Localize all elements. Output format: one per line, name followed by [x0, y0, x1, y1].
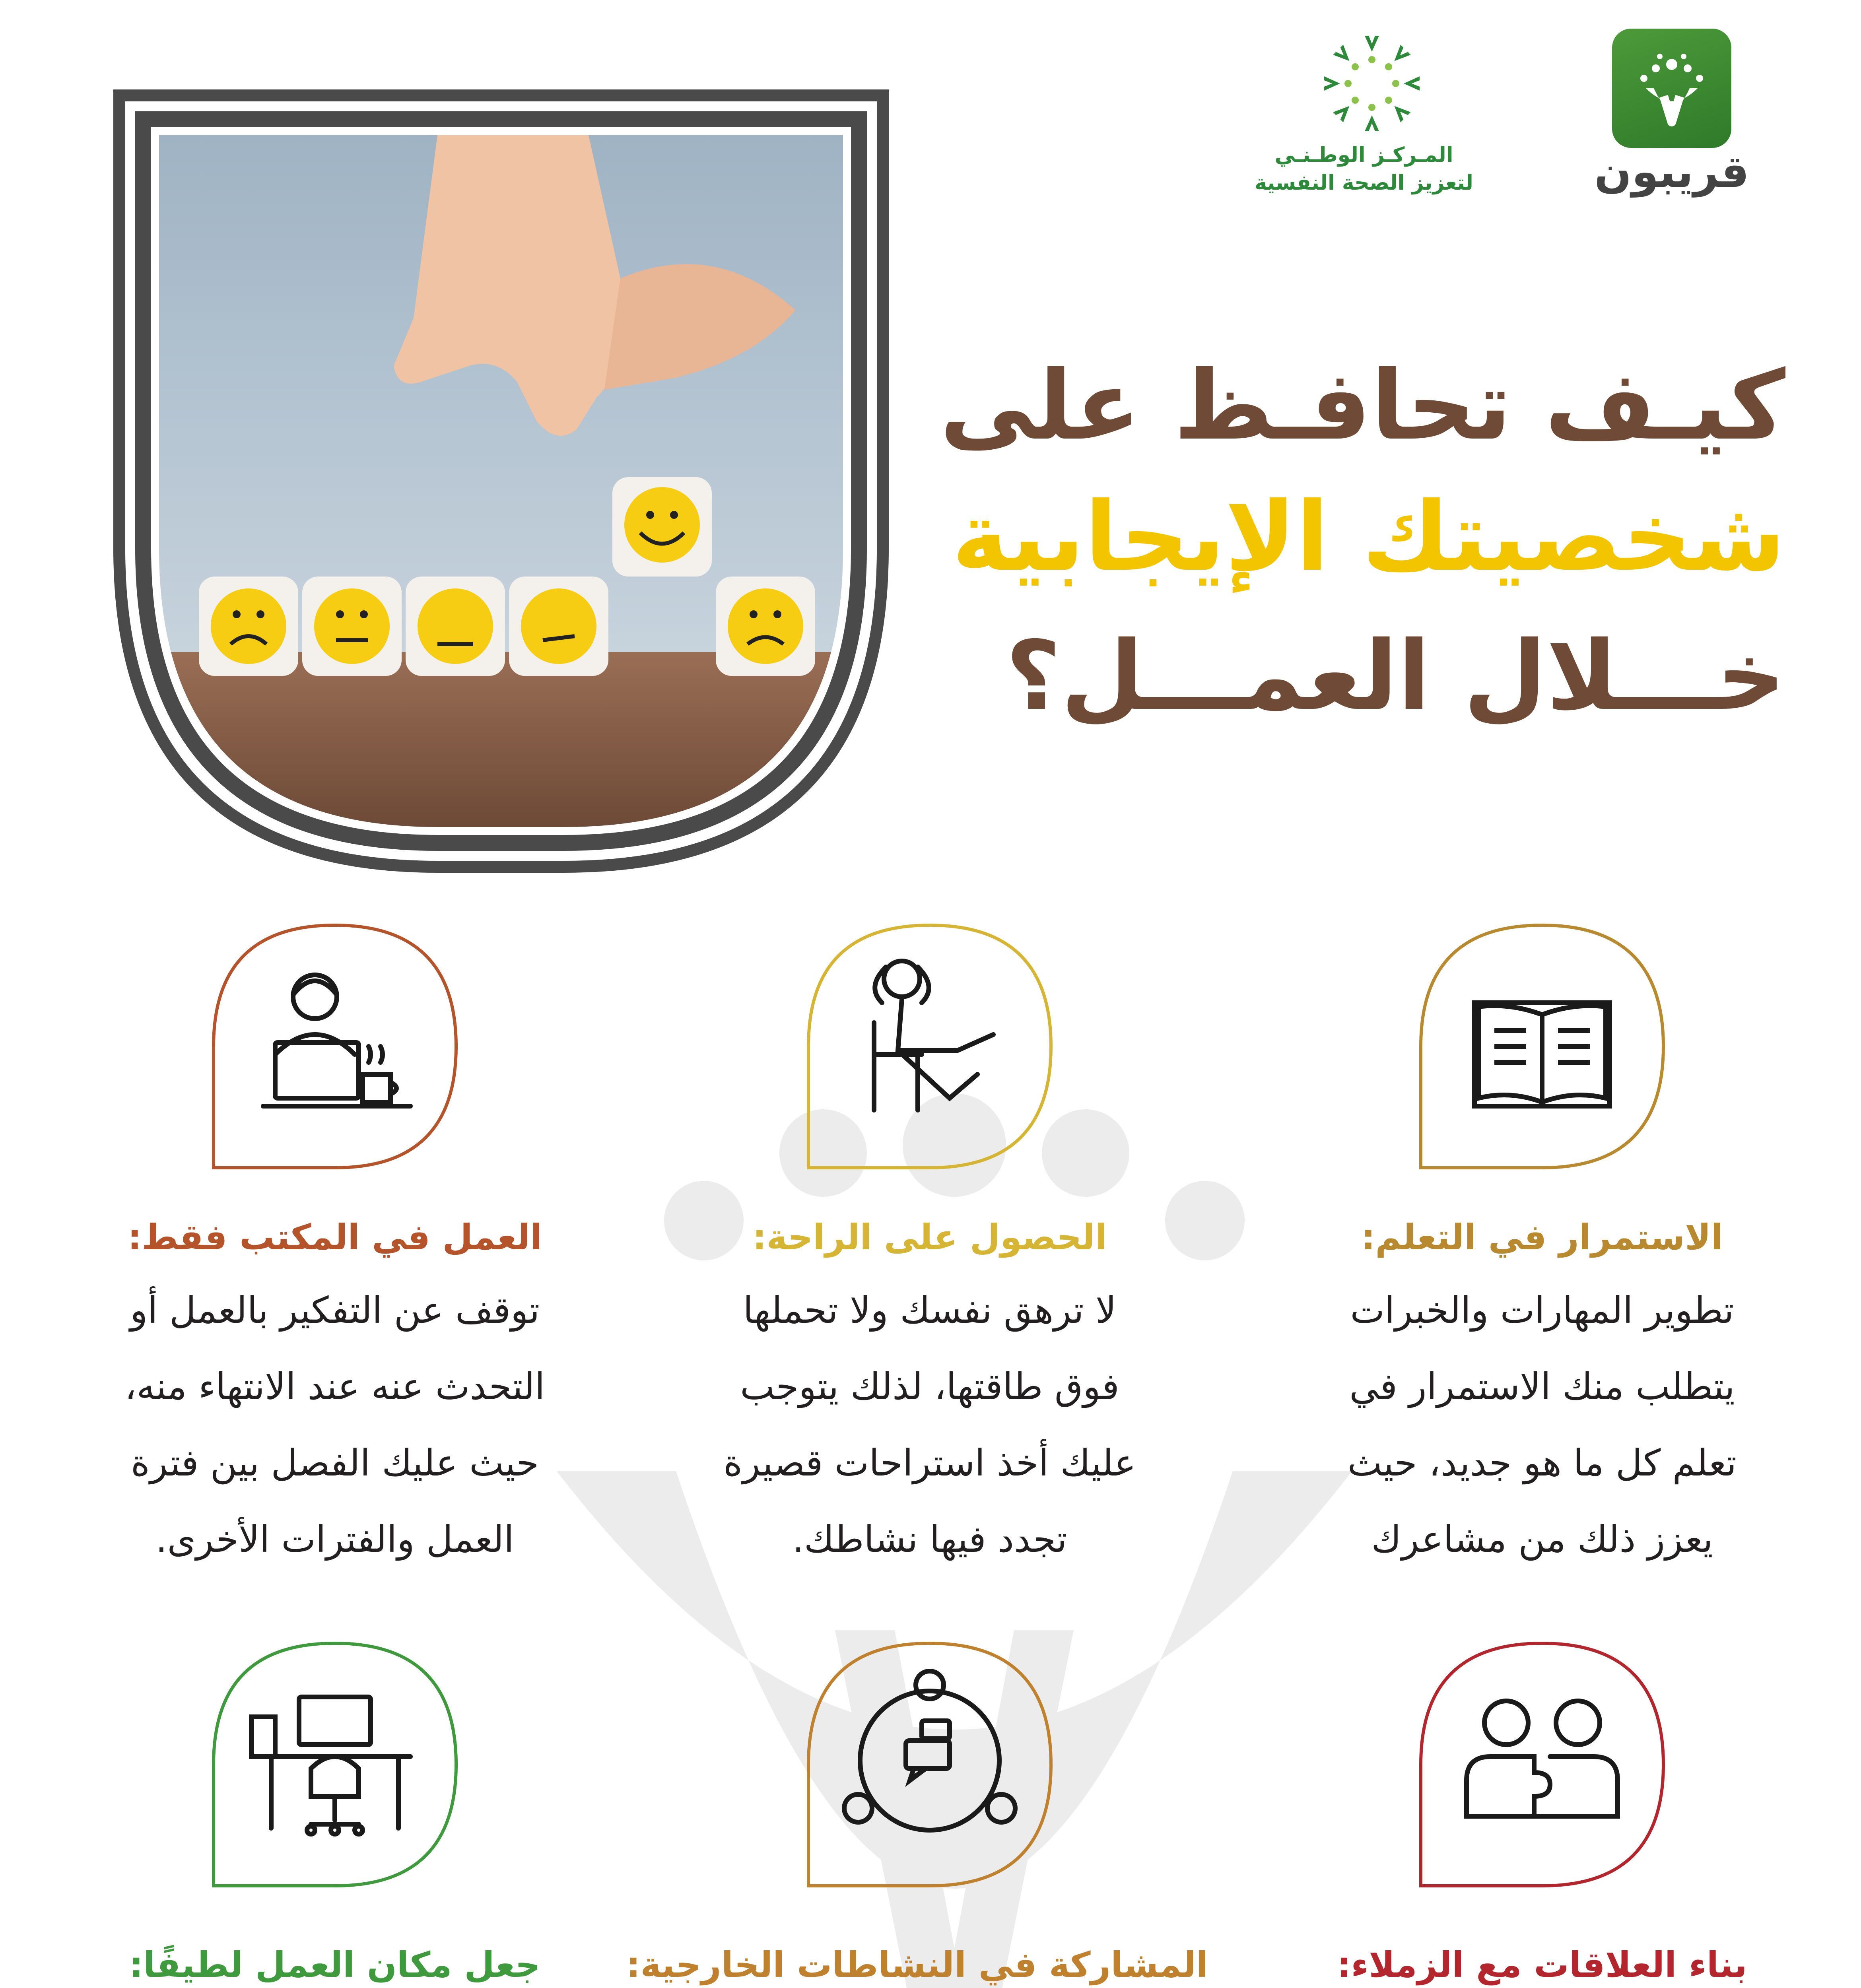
tip-rest-icon-frame — [806, 923, 1053, 1170]
group-discussion-icon — [844, 1671, 1015, 1830]
tip-office-heading: العمل في المكتب فقط: — [128, 1217, 542, 1258]
tip-rest-body — [651, 1272, 1208, 1578]
title-line-2: شخصيتك الإيجابية — [952, 481, 1785, 592]
title-line-1: كيـف تحافـظ على — [940, 350, 1785, 461]
tip-rest-line-3: عليك أخذ استراحات قصيرة — [723, 1442, 1136, 1484]
tip-workplace-icon-frame — [212, 1641, 458, 1888]
person-at-laptop-icon — [263, 975, 410, 1106]
qariboon-app-name: قريبون — [1594, 146, 1749, 197]
open-book-icon — [1474, 1003, 1610, 1106]
tip-learning-heading: الاستمرار في التعلم: — [1361, 1217, 1723, 1258]
national-center-name-line1: المـركـز الوطـنـي — [1274, 143, 1453, 167]
tip-learning-icon-frame — [1419, 923, 1665, 1170]
tip-workplace-heading: جعل مكان العمل لطيفًا: — [129, 1944, 541, 1985]
tip-office-line-4: العمل والفترات الأخرى. — [155, 1518, 514, 1561]
relaxing-person-icon — [874, 961, 993, 1110]
tip-rest-line-1: لا ترهق نفسك ولا تحملها — [743, 1289, 1117, 1332]
national-center-name-line2: لتعزيز الصحة النفسية — [1255, 171, 1473, 195]
tip-office-line-2: التحدث عنه عند الانتهاء منه، — [124, 1365, 545, 1408]
tip-rest-line-2: فوق طاقتها، لذلك يتوجب — [740, 1365, 1119, 1408]
tip-office-line-3: حيث عليك الفصل بين فترة — [130, 1442, 539, 1484]
tip-learning-line-1: تطوير المهارات والخبرات — [1350, 1289, 1734, 1332]
tip-learning-line-4: يعزز ذلك من مشاعرك — [1371, 1518, 1713, 1561]
tip-learning-line-2: يتطلب منك الاستمرار في — [1349, 1365, 1735, 1408]
tip-rest-line-4: تجدد فيها نشاطك. — [792, 1518, 1067, 1561]
title-line-3: خـــلال العمـــل؟ — [1005, 620, 1785, 732]
tip-learning-body — [1264, 1272, 1820, 1578]
tip-office-body — [56, 1272, 613, 1578]
office-desk-chair-icon — [251, 1697, 410, 1834]
tip-activities-icon-frame — [806, 1641, 1053, 1888]
tip-office-icon-frame — [212, 923, 458, 1170]
tip-colleagues-icon-frame — [1419, 1641, 1665, 1888]
tip-rest-heading: الحصول على الراحة: — [752, 1217, 1107, 1258]
tip-activities-heading: المشاركة في النشاطات الخارجية: — [626, 1944, 1208, 1985]
tip-colleagues-heading: بناء العلاقات مع الزملاء: — [1337, 1944, 1747, 1985]
tip-learning-line-3: تعلم كل ما هو جديد، حيث — [1347, 1442, 1737, 1484]
colleagues-puzzle-icon — [1467, 1701, 1618, 1816]
emoji-cubes-photo — [159, 135, 843, 827]
tip-office-line-1: توقف عن التفكير بالعمل أو — [130, 1289, 540, 1332]
